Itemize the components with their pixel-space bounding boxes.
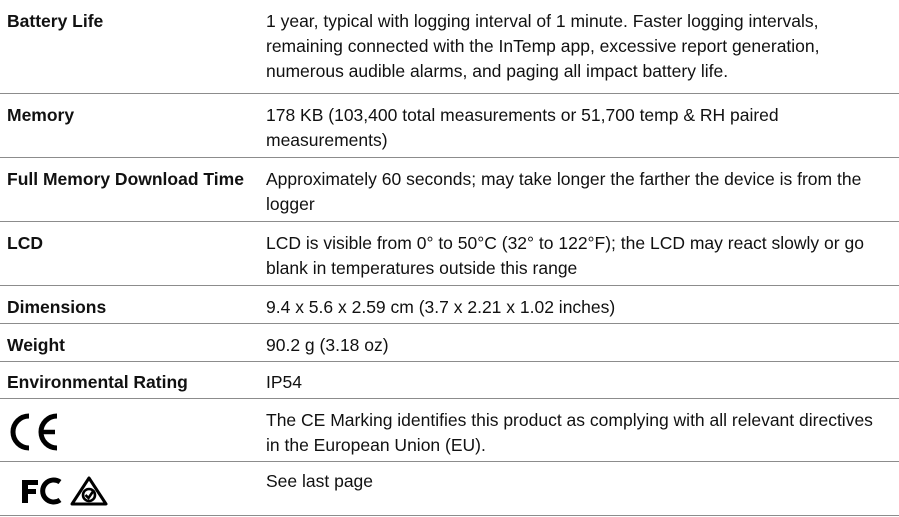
spec-label: Environmental Rating — [0, 362, 258, 399]
spec-value: LCD is visible from 0° to 50°C (32° to 122°F); the LCD may react slowly or go blank in temperatures outside this range — [258, 222, 899, 286]
spec-row-battery-life — [0, 0, 899, 94]
spec-row-memory — [0, 94, 899, 158]
spec-label: LCD — [0, 222, 258, 286]
spec-row-weight — [0, 324, 899, 362]
spec-value: 90.2 g (3.18 oz) — [258, 324, 899, 362]
spec-value: See last page — [258, 462, 899, 516]
spec-label: Dimensions — [0, 286, 258, 324]
spec-value: 9.4 x 5.6 x 2.59 cm (3.7 x 2.21 x 1.02 inches) — [258, 286, 899, 324]
spec-row-compliance-marks — [0, 462, 899, 516]
spec-label: Memory — [0, 94, 258, 158]
spec-value: 1 year, typical with logging interval of 1 minute. Faster logging intervals, remaining connected with the InTemp app, excessive report generation, numerous audible alarms, and paging all impact battery life. — [258, 0, 899, 94]
spec-row-dimensions — [0, 286, 899, 324]
spec-row-ce-marking — [0, 399, 899, 462]
spec-row-lcd — [0, 222, 899, 286]
spec-value: 178 KB (103,400 total measurements or 51,700 temp & RH paired measurements) — [258, 94, 899, 158]
spec-value: Approximately 60 seconds; may take longer the farther the device is from the logger — [258, 158, 899, 222]
spec-value: IP54 — [258, 362, 899, 399]
spec-row-environmental-rating — [0, 362, 899, 399]
spec-label: Battery Life — [0, 0, 258, 94]
spec-label: Weight — [0, 324, 258, 362]
spec-row-full-memory-download-time — [0, 158, 899, 222]
spec-label-icon-cell — [0, 462, 258, 516]
rcm-icon — [70, 476, 108, 506]
spec-label: Full Memory Download Time — [0, 158, 258, 222]
fcc-icon — [20, 477, 64, 505]
spec-label-icon-cell — [0, 399, 258, 462]
ce-marking-icon — [9, 412, 63, 452]
spec-value: The CE Marking identifies this product as complying with all relevant directives in the European Union (EU). — [258, 399, 899, 462]
